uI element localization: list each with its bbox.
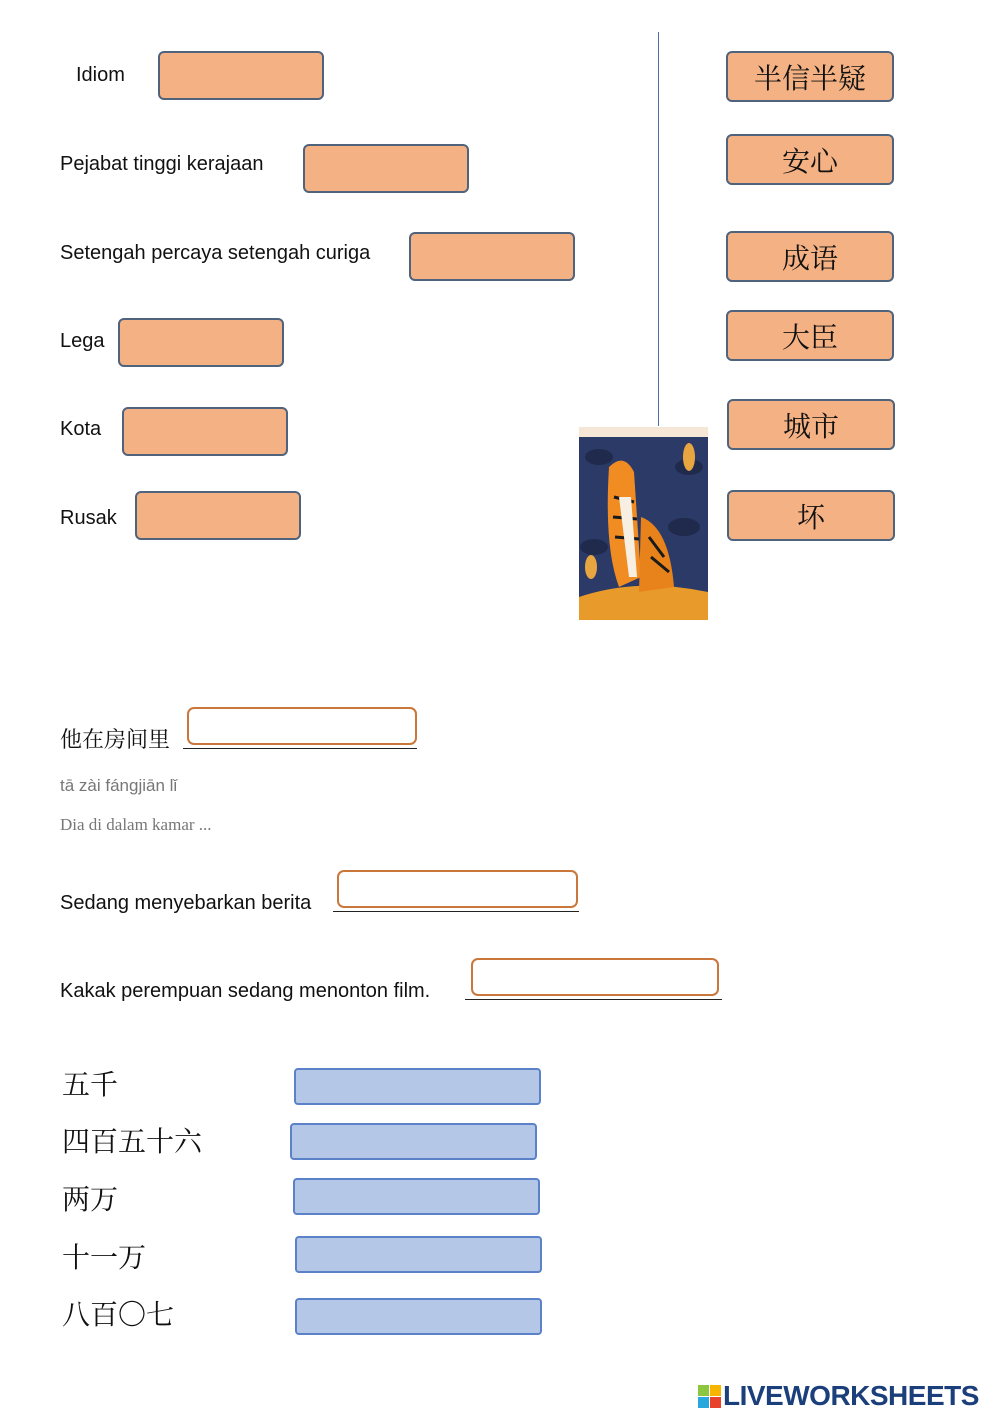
answer-underline bbox=[333, 911, 579, 912]
sentence-1-text: 他在房间里 bbox=[60, 727, 171, 752]
answer-tile[interactable]: 安心 bbox=[726, 134, 894, 185]
number-label: 八百〇七 bbox=[62, 1299, 175, 1330]
number-input[interactable] bbox=[295, 1298, 542, 1335]
prompt-label: Setengah percaya setengah curiga bbox=[60, 242, 371, 264]
tiger-illustration bbox=[579, 427, 708, 620]
answer-tile[interactable]: 城市 bbox=[727, 399, 895, 450]
number-input[interactable] bbox=[294, 1068, 541, 1105]
drop-box-setengah[interactable] bbox=[409, 232, 575, 281]
logo-text: LIVEWORKSHEETS bbox=[723, 1380, 979, 1411]
sentence-3-text: Kakak perempuan sedang menonton film. bbox=[60, 980, 431, 1002]
sentence-2-input[interactable] bbox=[337, 870, 578, 908]
live-badge-icon bbox=[698, 1385, 721, 1408]
number-input[interactable] bbox=[290, 1123, 537, 1160]
divider-line bbox=[658, 32, 659, 426]
answer-tile[interactable]: 坏 bbox=[727, 490, 895, 541]
number-label: 十一万 bbox=[62, 1242, 147, 1273]
answer-tile[interactable]: 半信半疑 bbox=[726, 51, 894, 102]
number-input[interactable] bbox=[295, 1236, 542, 1273]
prompt-label: Rusak bbox=[60, 507, 117, 529]
sentence-3-input[interactable] bbox=[471, 958, 719, 996]
sentence-2-text: Sedang menyebarkan berita bbox=[60, 892, 312, 914]
sentence-1-translation: Dia di dalam kamar ... bbox=[60, 815, 212, 834]
drop-box-pejabat[interactable] bbox=[303, 144, 469, 193]
liveworksheets-logo bbox=[698, 1380, 979, 1412]
drop-box-kota[interactable] bbox=[122, 407, 288, 456]
answer-underline bbox=[465, 999, 722, 1000]
sentence-1-input[interactable] bbox=[187, 707, 417, 745]
sentence-1-pinyin: tā zài fángjiān lǐ bbox=[60, 776, 178, 795]
answer-tile[interactable]: 成语 bbox=[726, 231, 894, 282]
drop-box-lega[interactable] bbox=[118, 318, 284, 367]
answer-tile[interactable]: 大臣 bbox=[726, 310, 894, 361]
prompt-label: Kota bbox=[60, 418, 102, 440]
prompt-label: Lega bbox=[60, 330, 105, 352]
answer-underline bbox=[183, 748, 417, 749]
drop-box-rusak[interactable] bbox=[135, 491, 301, 540]
number-label: 两万 bbox=[62, 1184, 119, 1215]
number-label: 五千 bbox=[62, 1069, 119, 1100]
number-label: 四百五十六 bbox=[62, 1126, 203, 1157]
number-input[interactable] bbox=[293, 1178, 540, 1215]
prompt-label: Pejabat tinggi kerajaan bbox=[60, 153, 264, 175]
drop-box-idiom[interactable] bbox=[158, 51, 324, 100]
prompt-label: Idiom bbox=[76, 64, 125, 86]
